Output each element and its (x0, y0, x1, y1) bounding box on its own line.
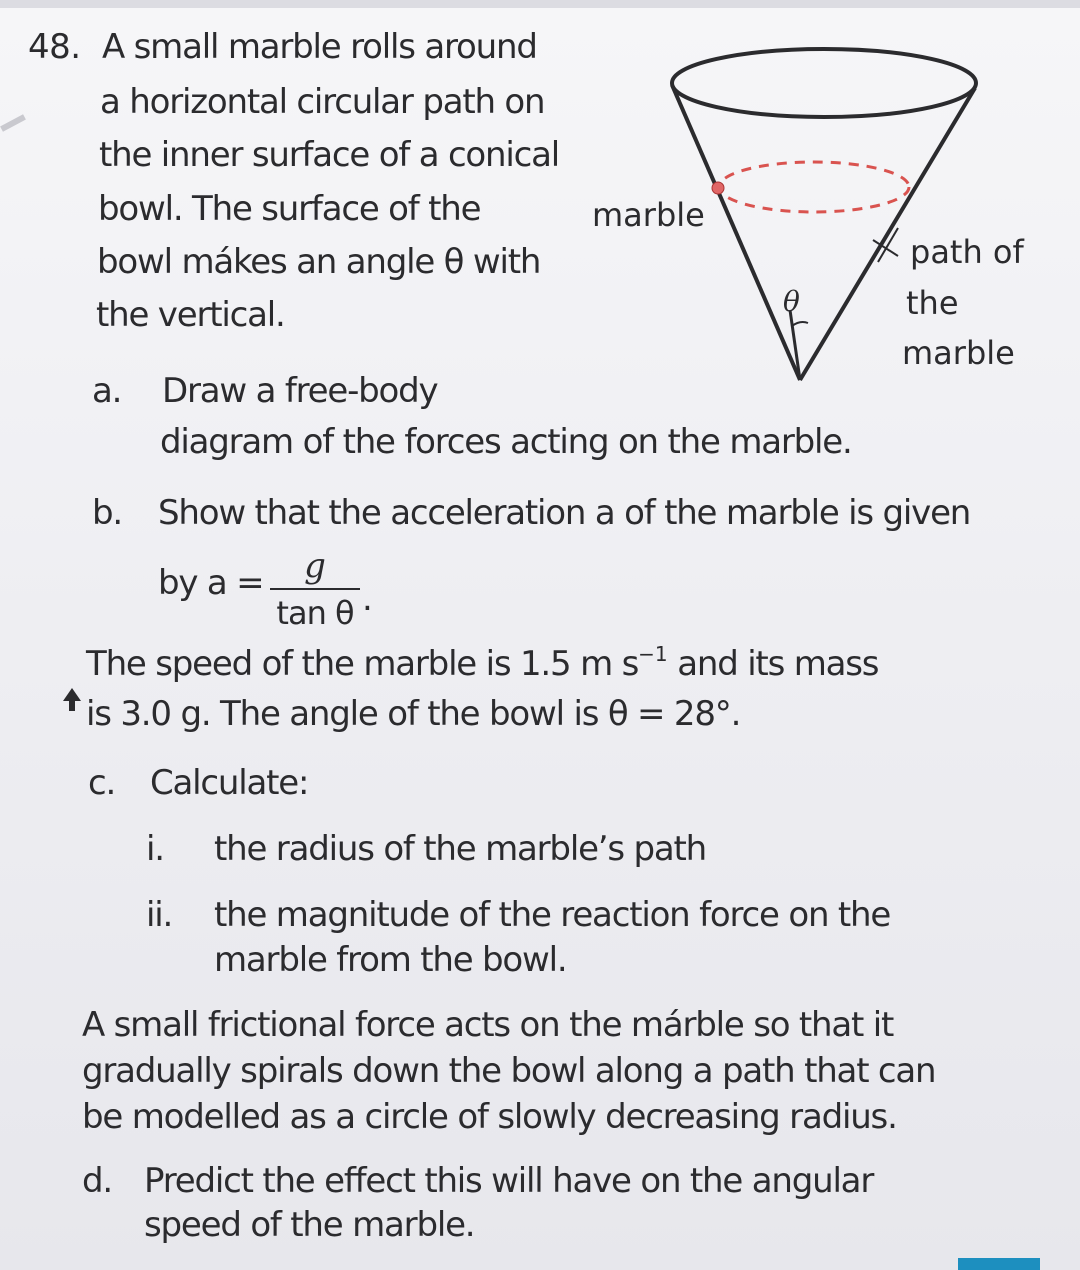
part-c-i-label: i. (146, 829, 164, 869)
part-c-ii-label: ii. (146, 895, 173, 935)
path-label-line-1: path of (910, 233, 1024, 271)
angle-arc (792, 322, 808, 326)
cursor-arrow-icon (62, 688, 82, 712)
given-line-2: is 3.0 g. The angle of the bowl is θ = 28°. (86, 694, 741, 734)
acceleration-fraction (270, 548, 360, 630)
marble-label: marble (592, 196, 705, 234)
part-c-prompt: Calculate: (150, 763, 309, 803)
given-line-1-exponent: −1 (638, 642, 668, 666)
part-d-line-1: Predict the effect this will have on the angular (144, 1161, 874, 1201)
given-line-1-end: and its mass (667, 644, 879, 684)
marble (712, 182, 724, 194)
friction-line-1: A small frictional force acts on the márble so that it (82, 1005, 894, 1045)
part-c-ii-line-2: marble from the bowl. (214, 940, 567, 980)
part-c-i-line-1: the radius of the marble’s path (214, 829, 707, 869)
part-a-line-2: diagram of the forces acting on the marble. (160, 422, 852, 462)
part-d-line-2: speed of the marble. (144, 1205, 475, 1245)
part-b-line-1: Show that the acceleration a of the marble is given (158, 493, 971, 533)
given-line-1 (86, 642, 879, 684)
fraction-denominator: tan θ (276, 594, 354, 632)
given-line-1-start: The speed of the marble is 1.5 m s (86, 644, 639, 684)
fraction-numerator: g (304, 546, 326, 586)
intro-line-5: bowl mákes an angle θ with (97, 242, 541, 282)
part-b-formula-suffix: . (362, 579, 372, 619)
intro-line-6: the vertical. (96, 295, 285, 335)
question-number: 48. (28, 27, 81, 67)
top-edge (0, 0, 1080, 8)
friction-line-3: be modelled as a circle of slowly decreasing radius. (82, 1097, 897, 1137)
part-d-letter: d. (82, 1161, 112, 1201)
intro-line-4: bowl. The surface of the (98, 189, 481, 229)
part-c-letter: c. (88, 763, 116, 803)
path-label-line-3: marble (902, 334, 1015, 372)
part-b-letter: b. (92, 493, 122, 533)
bowl-rim (672, 49, 976, 117)
intro-line-3: the inner surface of a conical (99, 135, 560, 175)
friction-line-2: gradually spirals down the bowl along a path that can (82, 1051, 936, 1091)
part-a-letter: a. (92, 371, 122, 411)
part-c-ii-line-1: the magnitude of the reaction force on the (214, 895, 891, 935)
fraction-bar (270, 588, 360, 590)
intro-line-1: A small marble rolls around (102, 27, 537, 67)
intro-line-2: a horizontal circular path on (100, 82, 545, 122)
path-label-line-2: the (906, 284, 959, 322)
angle-label: θ (783, 285, 799, 318)
part-b-formula-prefix: by a = (158, 563, 264, 603)
margin-mark (0, 114, 26, 132)
marble-path (719, 162, 909, 212)
part-a-line-1: Draw a free-body (162, 371, 438, 411)
corner-button[interactable] (958, 1258, 1040, 1270)
